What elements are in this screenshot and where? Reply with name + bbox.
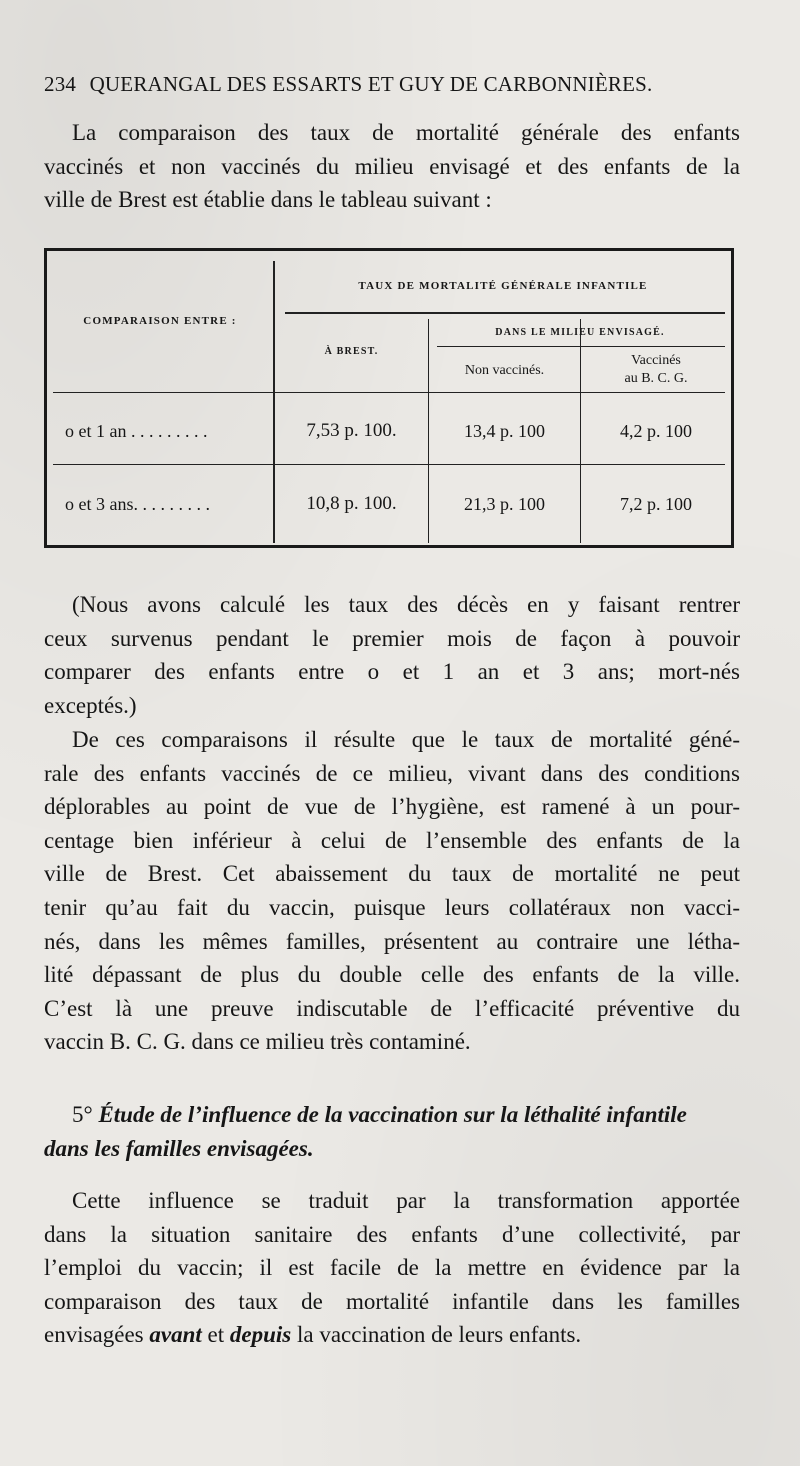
- final-line: Cette influence se traduit par la transformation apportée: [72, 1188, 740, 1213]
- header-non-vaccines: Non vaccinés.: [464, 363, 545, 378]
- note-line: exceptés.): [44, 692, 137, 718]
- intro-paragraph: [44, 116, 740, 217]
- conclusion-line: vaccin B. C. G. dans ce milieu très contaminé.: [44, 1029, 471, 1055]
- final-line: dans la situation sanitaire des enfants d’une collectivité, par: [44, 1221, 740, 1247]
- header-brest: À BREST.: [324, 345, 379, 357]
- header-subgroup-milieu: DANS LE MILIEU ENVISAGÉ.: [495, 326, 665, 338]
- conclusion-line: ville de Brest. Cet abaissement du taux de mortalité ne peut: [44, 861, 740, 887]
- note-line: (Nous avons calculé les taux des décès en y faisant rentrer: [72, 592, 740, 617]
- row-label: o et 1 an . . . . . . . . .: [65, 420, 208, 441]
- intro-line: ville de Brest est établie dans le tableau suivant :: [44, 187, 492, 213]
- header-vaccines-line1: Vaccinés: [631, 353, 681, 368]
- note-line: comparer des enfants entre o et 1 an et 3 ans; mort-nés: [44, 659, 740, 685]
- final-line: comparaison des taux de mortalité infantile dans les familles: [44, 1288, 740, 1314]
- note-paragraph: [44, 588, 740, 722]
- header-vaccines: [581, 349, 731, 391]
- conclusion-line: centage bien inférieur à celui de l’ensemble des enfants de la: [44, 827, 740, 853]
- cell-vaccines: 7,2 p. 100: [620, 493, 692, 514]
- intro-line: vaccinés et non vaccinés du milieu envisagé et des enfants de la: [44, 153, 740, 179]
- section-heading: [44, 1098, 744, 1166]
- section-title-line-2: dans les familles envisagées.: [44, 1136, 314, 1161]
- mortality-table: [44, 248, 734, 548]
- section-number: 5°: [72, 1102, 93, 1127]
- intro-line: La comparaison des taux de mortalité générale des enfants: [72, 120, 740, 145]
- section-title-line-1: Étude de l’influence de la vaccination sur la léthalité infantile: [98, 1102, 687, 1127]
- page-number: 234: [44, 72, 77, 96]
- cell-brest: 10,8 p. 100.: [306, 493, 397, 514]
- cell-vaccines: 4,2 p. 100: [620, 420, 692, 441]
- final-paragraph: [44, 1184, 740, 1352]
- conclusion-paragraph: [44, 723, 740, 1059]
- cell-brest: 7,53 p. 100.: [306, 420, 397, 441]
- conclusion-line: lité dépassant de plus du double celle des enfants de la ville.: [44, 962, 740, 988]
- conclusion-line: tenir qu’au fait du vaccin, puisque leurs collatéraux non vacci-: [44, 894, 740, 920]
- conclusion-line: C’est là une preuve indiscutable de l’efficacité préventive du: [44, 995, 740, 1021]
- cell-non-vaccines: 13,4 p. 100: [464, 420, 545, 441]
- cell-non-vaccines: 21,3 p. 100: [464, 493, 545, 514]
- header-comparison: COMPARAISON ENTRE :: [83, 315, 237, 327]
- final-last-line: envisagées avant et depuis la vaccination de leurs enfants.: [44, 1322, 582, 1348]
- note-line: ceux survenus pendant le premier mois de façon à pouvoir: [44, 625, 740, 651]
- running-head: [44, 72, 744, 97]
- conclusion-line: De ces comparaisons il résulte que le taux de mortalité géné-: [72, 727, 740, 752]
- header-group-mortality: TAUX DE MORTALITÉ GÉNÉRALE INFANTILE: [358, 280, 648, 292]
- header-vaccines-line2: au B. C. G.: [624, 371, 688, 386]
- row-label: o et 3 ans. . . . . . . . .: [65, 493, 210, 514]
- emphasis-depuis: depuis: [229, 1322, 292, 1348]
- conclusion-line: déplorables au point de vue de l’hygiène, est ramené à un pour-: [44, 794, 740, 820]
- conclusion-line: rale des enfants vaccinés de ce milieu, vivant dans des conditions: [44, 760, 740, 786]
- running-head-authors: QUERANGAL DES ESSARTS ET GUY DE CARBONNIÈRES.: [89, 72, 653, 96]
- conclusion-line: nés, dans les mêmes familles, présentent au contraire une létha-: [44, 928, 740, 954]
- emphasis-avant: avant: [149, 1322, 202, 1348]
- final-line: l’emploi du vaccin; il est facile de la mettre en évidence par la: [44, 1255, 740, 1281]
